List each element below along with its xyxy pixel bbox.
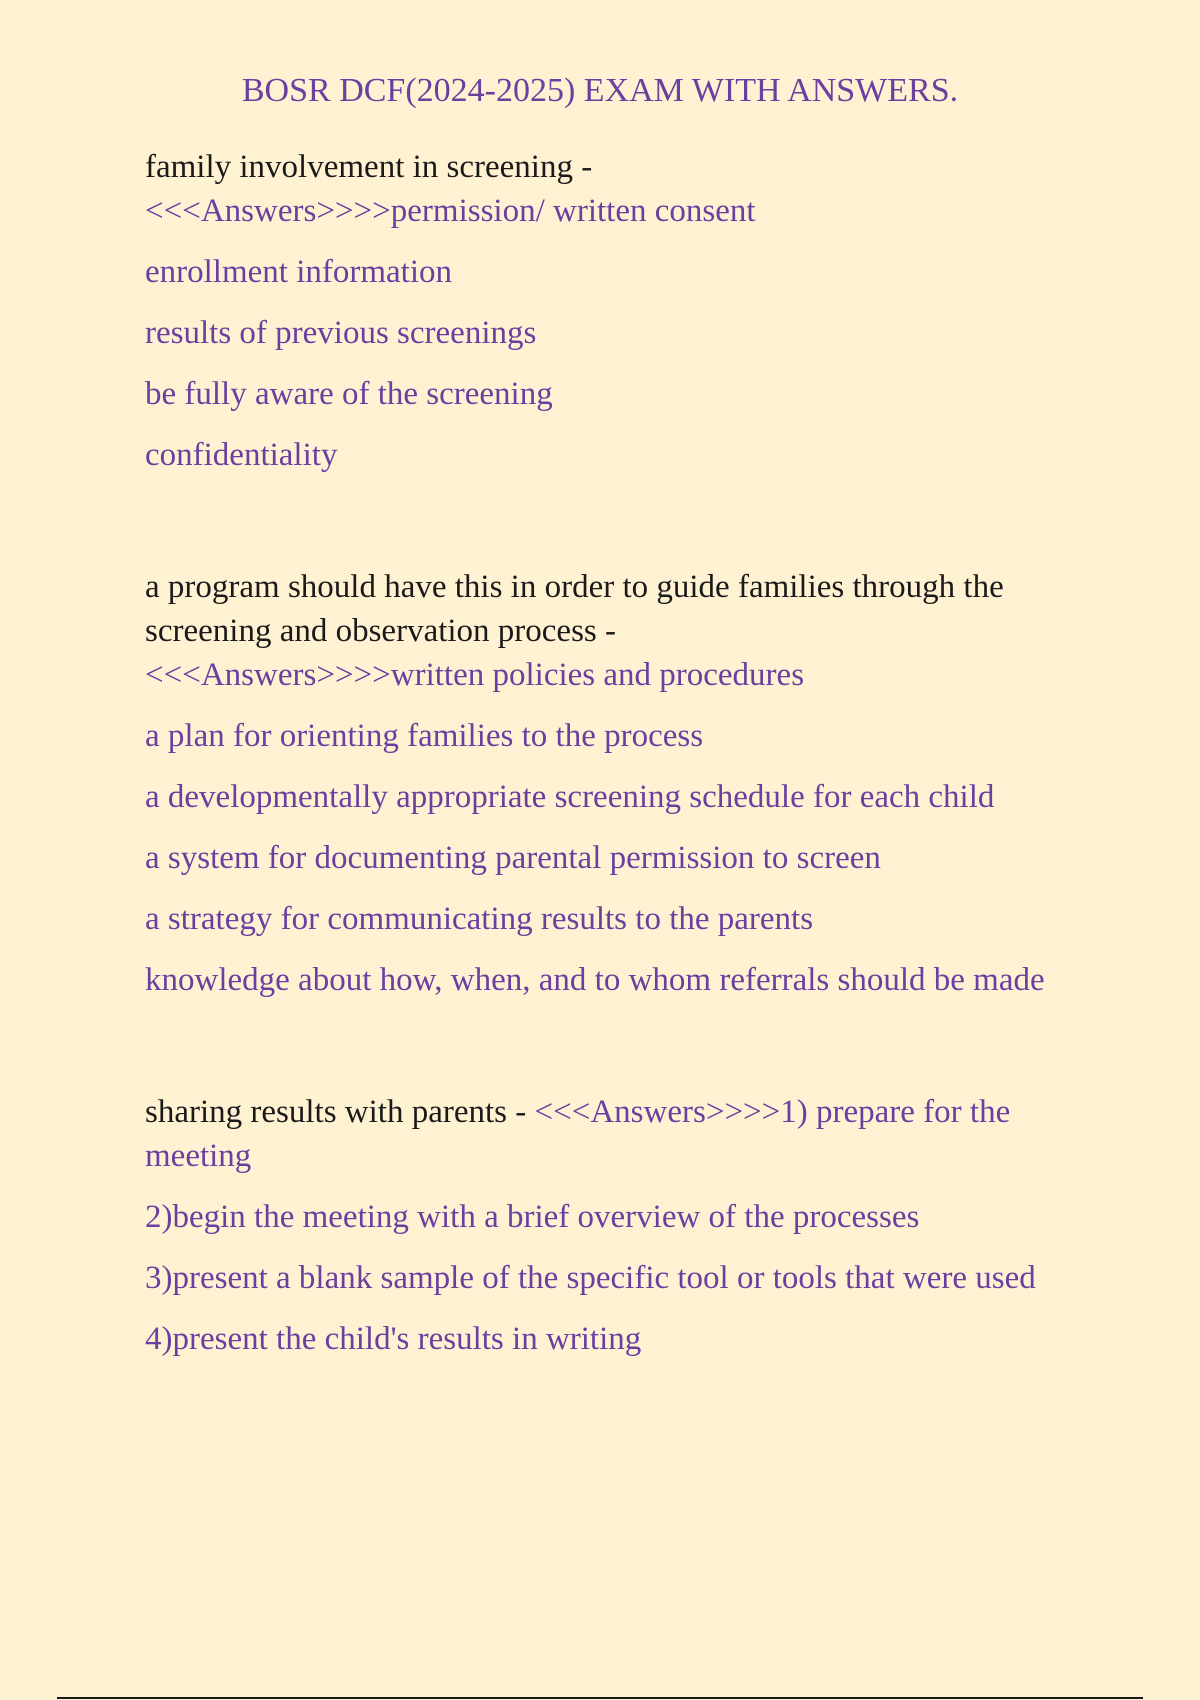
answer-line: a strategy for communicating results to the parents: [145, 901, 814, 937]
answer-line: enrollment information: [145, 254, 453, 290]
answer-line: confidentiality: [145, 437, 338, 473]
answer-line: knowledge about how, when, and to whom referrals should be made: [145, 962, 1045, 998]
question-line: [145, 1090, 1065, 1178]
question-text: sharing results with parents -: [145, 1094, 527, 1130]
answer-line: a developmentally appropriate screening schedule for each child: [145, 779, 995, 815]
footer-divider: [57, 1697, 1143, 1699]
answer-first-line: <<<Answers>>>>permission/ written consent: [145, 193, 756, 229]
answer-line: results of previous screenings: [145, 315, 537, 351]
qa-item: [145, 565, 1065, 1002]
document-title: BOSR DCF(2024-2025) EXAM WITH ANSWERS.: [241, 72, 959, 109]
answer-line: 4)present the child's results in writing: [145, 1321, 642, 1357]
answer-line: a system for documenting parental permission to screen: [145, 840, 881, 876]
qa-list: [145, 145, 1065, 1361]
question-text: family involvement in screening -: [145, 149, 593, 185]
answer-first-line: <<<Answers>>>>1) prepare for the meeting: [145, 1094, 1011, 1174]
qa-item: [145, 1090, 1065, 1361]
question-text: a program should have this in order to guide families through the screening and observation process -: [145, 569, 1004, 649]
answer-line: be fully aware of the screening: [145, 376, 553, 412]
answer-line: 2)begin the meeting with a brief overview of the processes: [145, 1199, 920, 1235]
answer-line: a plan for orienting families to the process: [145, 718, 704, 754]
qa-item: [145, 145, 1065, 477]
answer-first-line: <<<Answers>>>>written policies and procedures: [145, 657, 805, 693]
answer-line: 3)present a blank sample of the specific tool or tools that were used: [145, 1260, 1036, 1296]
